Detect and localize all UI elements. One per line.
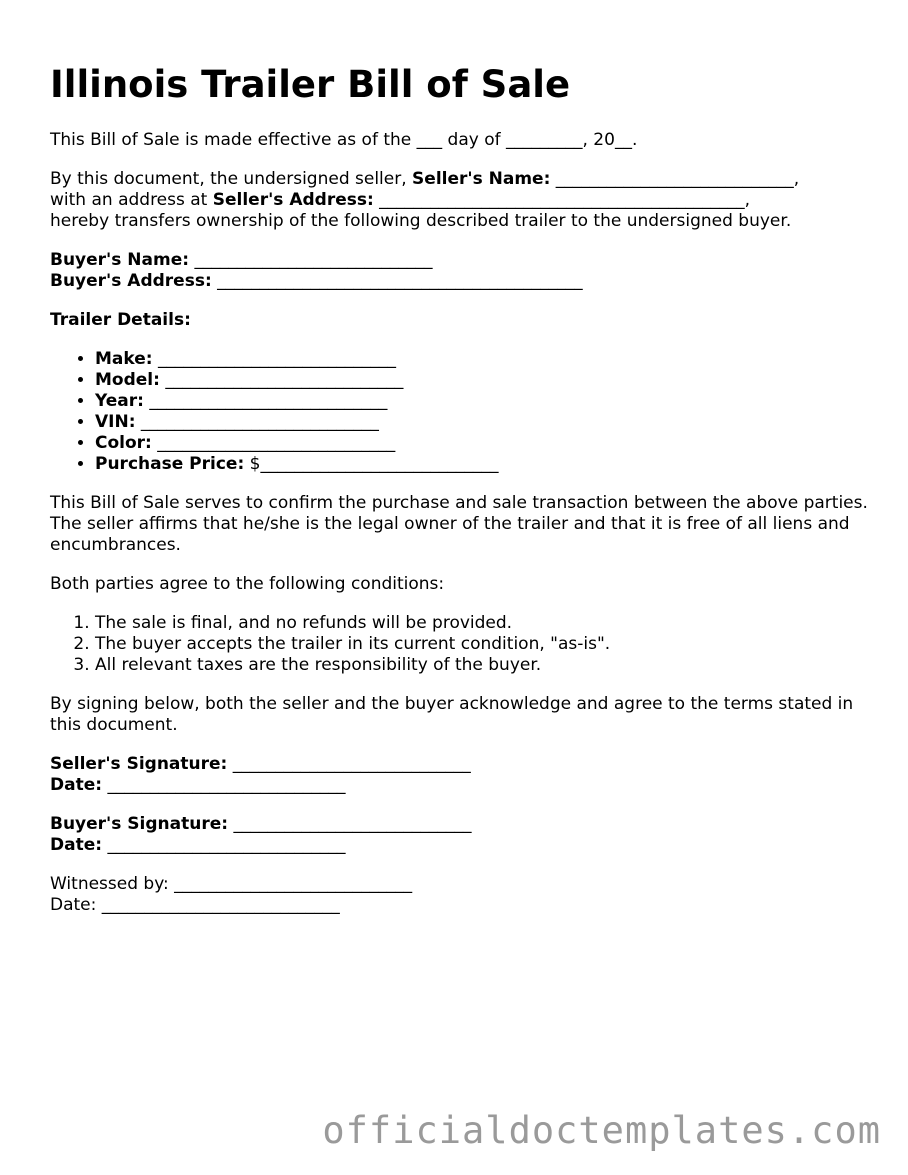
model-blank: ____________________________ — [159, 370, 404, 390]
buyer-date-blank: ____________________________ — [102, 835, 346, 855]
trailer-details-heading — [50, 310, 870, 331]
buyer-name-blank: ____________________________ — [189, 250, 433, 270]
seller-signature-blank: ____________________________ — [227, 754, 471, 774]
intro-text: By this document, the undersigned seller, — [50, 169, 413, 189]
watermark: officialdoctemplates.com — [322, 1109, 881, 1152]
list-item — [95, 433, 870, 454]
document-title: Illinois Trailer Bill of Sale — [50, 63, 571, 106]
witness-label: Witnessed by: — [50, 874, 169, 894]
make-blank: ____________________________ — [152, 349, 396, 369]
seller-date-blank: ____________________________ — [102, 775, 346, 795]
conditions-list — [50, 613, 870, 676]
list-item — [95, 370, 870, 391]
intro-text: hereby transfers ownership of the following described trailer to the undersigned buyer. — [50, 211, 792, 231]
witness-blank: ____________________________ — [168, 874, 413, 894]
vin-blank: ____________________________ — [135, 412, 379, 432]
purchase-price-label: Purchase Price: — [95, 454, 245, 474]
buyer-address-label: Buyer's Address: — [50, 271, 212, 291]
confirmation-paragraph: This Bill of Sale serves to confirm the purchase and sale transaction between the above parties. The seller affirms that he/she is the legal owner of the trailer and that it is free of all liens and encumbrances. — [50, 493, 868, 555]
document — [50, 62, 870, 934]
acknowledge-paragraph: By signing below, both the seller and the buyer acknowledge and agree to the terms stated in this document. — [50, 694, 854, 735]
seller-date-label: Date: — [50, 775, 103, 795]
buyer-signature-block — [50, 814, 870, 856]
conditions-intro: Both parties agree to the following conditions: — [50, 574, 445, 594]
seller-name-label: Seller's Name: — [412, 169, 551, 189]
year-blank: ____________________________ — [143, 391, 388, 411]
witness-date-label: Date: — [50, 895, 97, 915]
intro-text: with an address at — [50, 190, 213, 210]
seller-signature-block — [50, 754, 870, 796]
seller-address-blank: ___________________________________________, — [373, 190, 751, 210]
witness-date-blank: ____________________________ — [96, 895, 340, 915]
list-item — [95, 412, 870, 433]
year-label: Year: — [95, 391, 144, 411]
witness-block — [50, 874, 870, 916]
purchase-price-blank: $____________________________ — [244, 454, 499, 474]
buyer-signature-blank: ____________________________ — [228, 814, 472, 834]
list-item — [95, 454, 870, 475]
list-item — [95, 349, 870, 370]
buyer-name-label: Buyer's Name: — [50, 250, 190, 270]
seller-name-blank: ____________________________, — [550, 169, 800, 189]
make-label: Make: — [95, 349, 153, 369]
trailer-details-heading-text: Trailer Details: — [50, 310, 191, 330]
list-item: 1. The sale is final, and no refunds will be provided. — [95, 613, 870, 634]
color-label: Color: — [95, 433, 152, 453]
seller-transfer-paragraph — [50, 169, 870, 232]
buyer-info — [50, 250, 870, 292]
color-blank: ____________________________ — [151, 433, 396, 453]
seller-signature-label: Seller's Signature: — [50, 754, 228, 774]
buyer-date-label: Date: — [50, 835, 103, 855]
effective-date-line: This Bill of Sale is made effective as of the ___ day of _________, 20__. — [50, 130, 638, 150]
trailer-details-list — [50, 349, 870, 475]
seller-address-label: Seller's Address: — [212, 190, 374, 210]
buyer-address-blank: ___________________________________________ — [211, 271, 583, 291]
buyer-signature-label: Buyer's Signature: — [50, 814, 229, 834]
list-item: 3. All relevant taxes are the responsibility of the buyer. — [95, 655, 870, 676]
model-label: Model: — [95, 370, 160, 390]
list-item — [95, 391, 870, 412]
list-item: 2. The buyer accepts the trailer in its current condition, "as-is". — [95, 634, 870, 655]
vin-label: VIN: — [95, 412, 136, 432]
